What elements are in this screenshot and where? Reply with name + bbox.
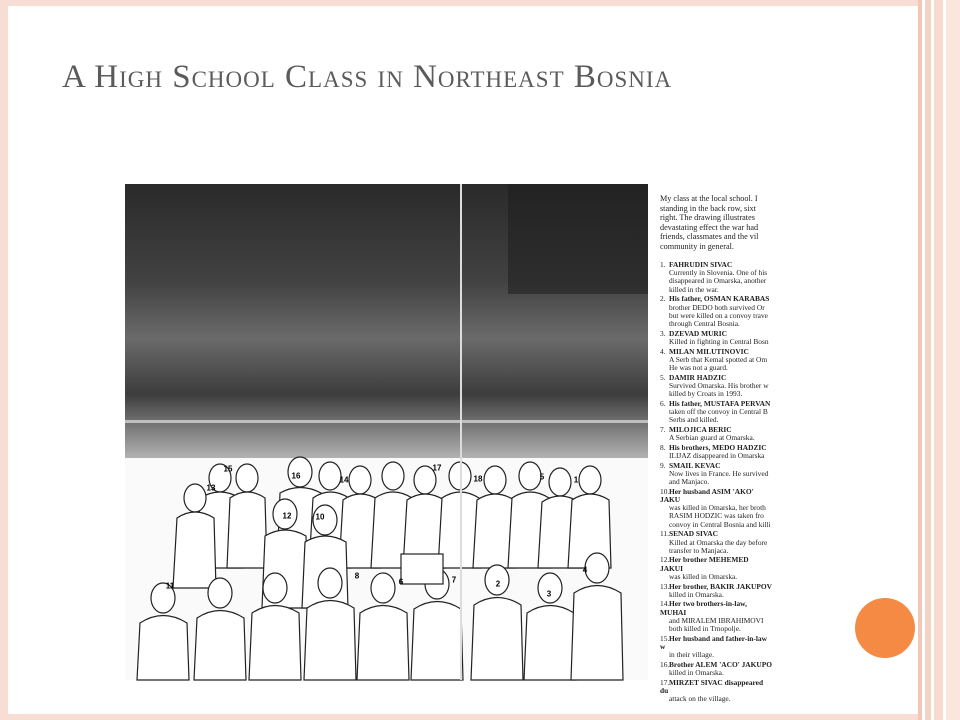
entry-text: killed in Omarska.	[669, 668, 724, 678]
entry-text: A Serb that Kemal spotted at Om He was not a guard.	[669, 354, 768, 372]
figure-number: 3	[546, 589, 552, 599]
entry-number: 3.	[660, 328, 666, 338]
caption-entry	[660, 462, 772, 487]
entry-text: brother DEDO both survived Or but were killed on a convoy trave through Central Bosnia.	[669, 302, 768, 328]
entry-name: Her brother MEHEMED JAKUI	[660, 555, 749, 573]
figure-number: 16	[291, 471, 301, 481]
figure-number: 14	[339, 475, 349, 485]
entry-name: Brother ALEM 'ACO' JAKUPO	[669, 659, 772, 669]
slide-frame-bottom	[0, 714, 918, 720]
entry-name: SMAIL KEVAC	[669, 460, 721, 470]
figure-number: 12	[282, 511, 292, 521]
caption-entry	[660, 583, 772, 599]
entry-name: DZEVAD MURIC	[669, 328, 727, 338]
entry-text: A Serbian guard at Omarska.	[669, 433, 755, 443]
caption-panel	[655, 184, 772, 704]
entry-number: 6.	[660, 398, 666, 408]
caption-entry	[660, 444, 772, 460]
caption-entry	[660, 261, 772, 294]
decor-stripe	[925, 0, 931, 720]
entry-number: 9.	[660, 460, 666, 470]
entry-text: Survived Omarska. His brother w killed by Croats in 1993.	[669, 380, 769, 399]
decor-circle	[855, 598, 915, 658]
figure-number: 5	[539, 472, 545, 482]
entry-text: was killed in Omarska, her broth RASIM HODZIC was taken fro convoy in Central Bosnia and killi	[669, 503, 771, 529]
entry-number: 2.	[660, 294, 666, 304]
entry-text: Currently in Slovenia. One of his disappeared in Omarska, another killed in the war.	[669, 268, 768, 294]
entry-name: Her two brothers-in-law, MUHAI	[660, 599, 747, 617]
caption-entry	[660, 600, 772, 633]
entry-number: 1.	[660, 260, 666, 269]
slide-title: A High School Class in Northeast Bosnia	[62, 59, 673, 95]
entry-name: SENAD SIVAC	[669, 529, 718, 539]
entry-name: MILAN MILUTINOVIC	[669, 346, 749, 356]
caption-entry	[660, 295, 772, 328]
entry-name: Her husband and father-in-law w	[660, 633, 767, 651]
caption-entry	[660, 426, 772, 442]
caption-list	[655, 261, 772, 703]
entry-name: His father, MUSTAFA PERVAN	[669, 398, 771, 408]
caption-entry	[660, 348, 772, 373]
decor-stripe	[934, 0, 943, 720]
entry-name: DAMIR HADZIC	[669, 372, 727, 382]
caption-intro: My class at the local school. I standing in the back row, sixt right. The drawing illustrates devastating effect the war had friends, classmates and the vil community in general.	[660, 194, 759, 251]
entry-text: Killed at Omarska the day before transfer to Manjaca.	[669, 537, 768, 555]
entry-text: was killed in Omarska.	[669, 571, 738, 581]
decor-stripe	[946, 0, 960, 720]
figure-number: 4	[582, 565, 588, 575]
entry-name: FAHRUDIN SIVAC	[669, 260, 733, 269]
entry-number: 13.	[660, 581, 670, 591]
entry-name: Her husband ASIM 'AKO' JAKU	[660, 486, 754, 504]
entry-number: 15.	[660, 633, 670, 643]
figure-number: 8	[354, 571, 360, 581]
entry-text: attack on the village.	[669, 694, 731, 704]
figure-number: 18	[473, 474, 483, 484]
figure-number: 2	[495, 579, 501, 589]
entry-text: taken off the convoy in Central B Serbs and killed.	[669, 406, 768, 425]
caption-entry	[660, 374, 772, 399]
entry-text: Killed in fighting in Central Bosn	[669, 336, 769, 346]
caption-entry	[660, 661, 772, 677]
entry-name: MILOJICA BERIC	[669, 424, 732, 434]
entry-name: His father, OSMAN KARABAS	[669, 294, 770, 304]
entry-number: 14.	[660, 599, 670, 609]
figure-number: 6	[398, 577, 404, 587]
caption-entry	[660, 400, 772, 425]
figure-number: 7	[451, 575, 457, 585]
decor-stripe	[918, 0, 922, 720]
caption-entry	[660, 679, 772, 704]
scanned-document	[110, 168, 772, 704]
entry-number: 7.	[660, 424, 666, 434]
entry-name: His brothers, MEDO HADZIC	[669, 442, 767, 452]
entry-text: ILIJAZ disappeared in Omarska	[669, 450, 765, 460]
entry-number: 5.	[660, 372, 666, 382]
figure-number: 15	[223, 464, 233, 474]
photo-shadow	[508, 184, 648, 294]
figure-number: 13	[206, 483, 216, 493]
figure-number: 17	[432, 463, 442, 473]
entry-number: 16.	[660, 659, 670, 669]
caption-entry	[660, 488, 772, 529]
figure-number: 1	[573, 475, 579, 485]
entry-number: 11.	[660, 529, 669, 539]
photo-railing	[125, 420, 648, 423]
entry-text: killed in Omarska.	[669, 589, 724, 599]
figure-number: 10	[315, 512, 325, 522]
entry-number: 10.	[660, 486, 670, 496]
entry-number: 17.	[660, 677, 670, 687]
entry-name: Her brother, BAKIR JAKUPOV	[669, 581, 772, 591]
figure-number: 11	[165, 581, 175, 591]
silhouette-diagram	[125, 458, 648, 680]
caption-entry	[660, 330, 772, 346]
entry-text: and MIRALEM IBRAHIMOVI both killed in Trnopolje.	[669, 615, 764, 634]
entry-text: in their village.	[669, 650, 714, 660]
caption-entry	[660, 635, 772, 660]
class-photo	[125, 184, 648, 464]
silhouette-figures	[125, 458, 648, 680]
slide-frame-top	[0, 0, 918, 6]
entry-text: Now lives in France. He survived and Manjaco.	[669, 468, 769, 487]
entry-name: MIRZET SIVAC disappeared du	[660, 677, 764, 695]
page-fold	[460, 184, 462, 680]
entry-number: 4.	[660, 346, 666, 356]
entry-number: 8.	[660, 442, 666, 452]
slide-frame-left	[0, 0, 8, 720]
entry-number: 12.	[660, 555, 670, 565]
caption-entry	[660, 556, 772, 581]
caption-entry	[660, 530, 772, 555]
